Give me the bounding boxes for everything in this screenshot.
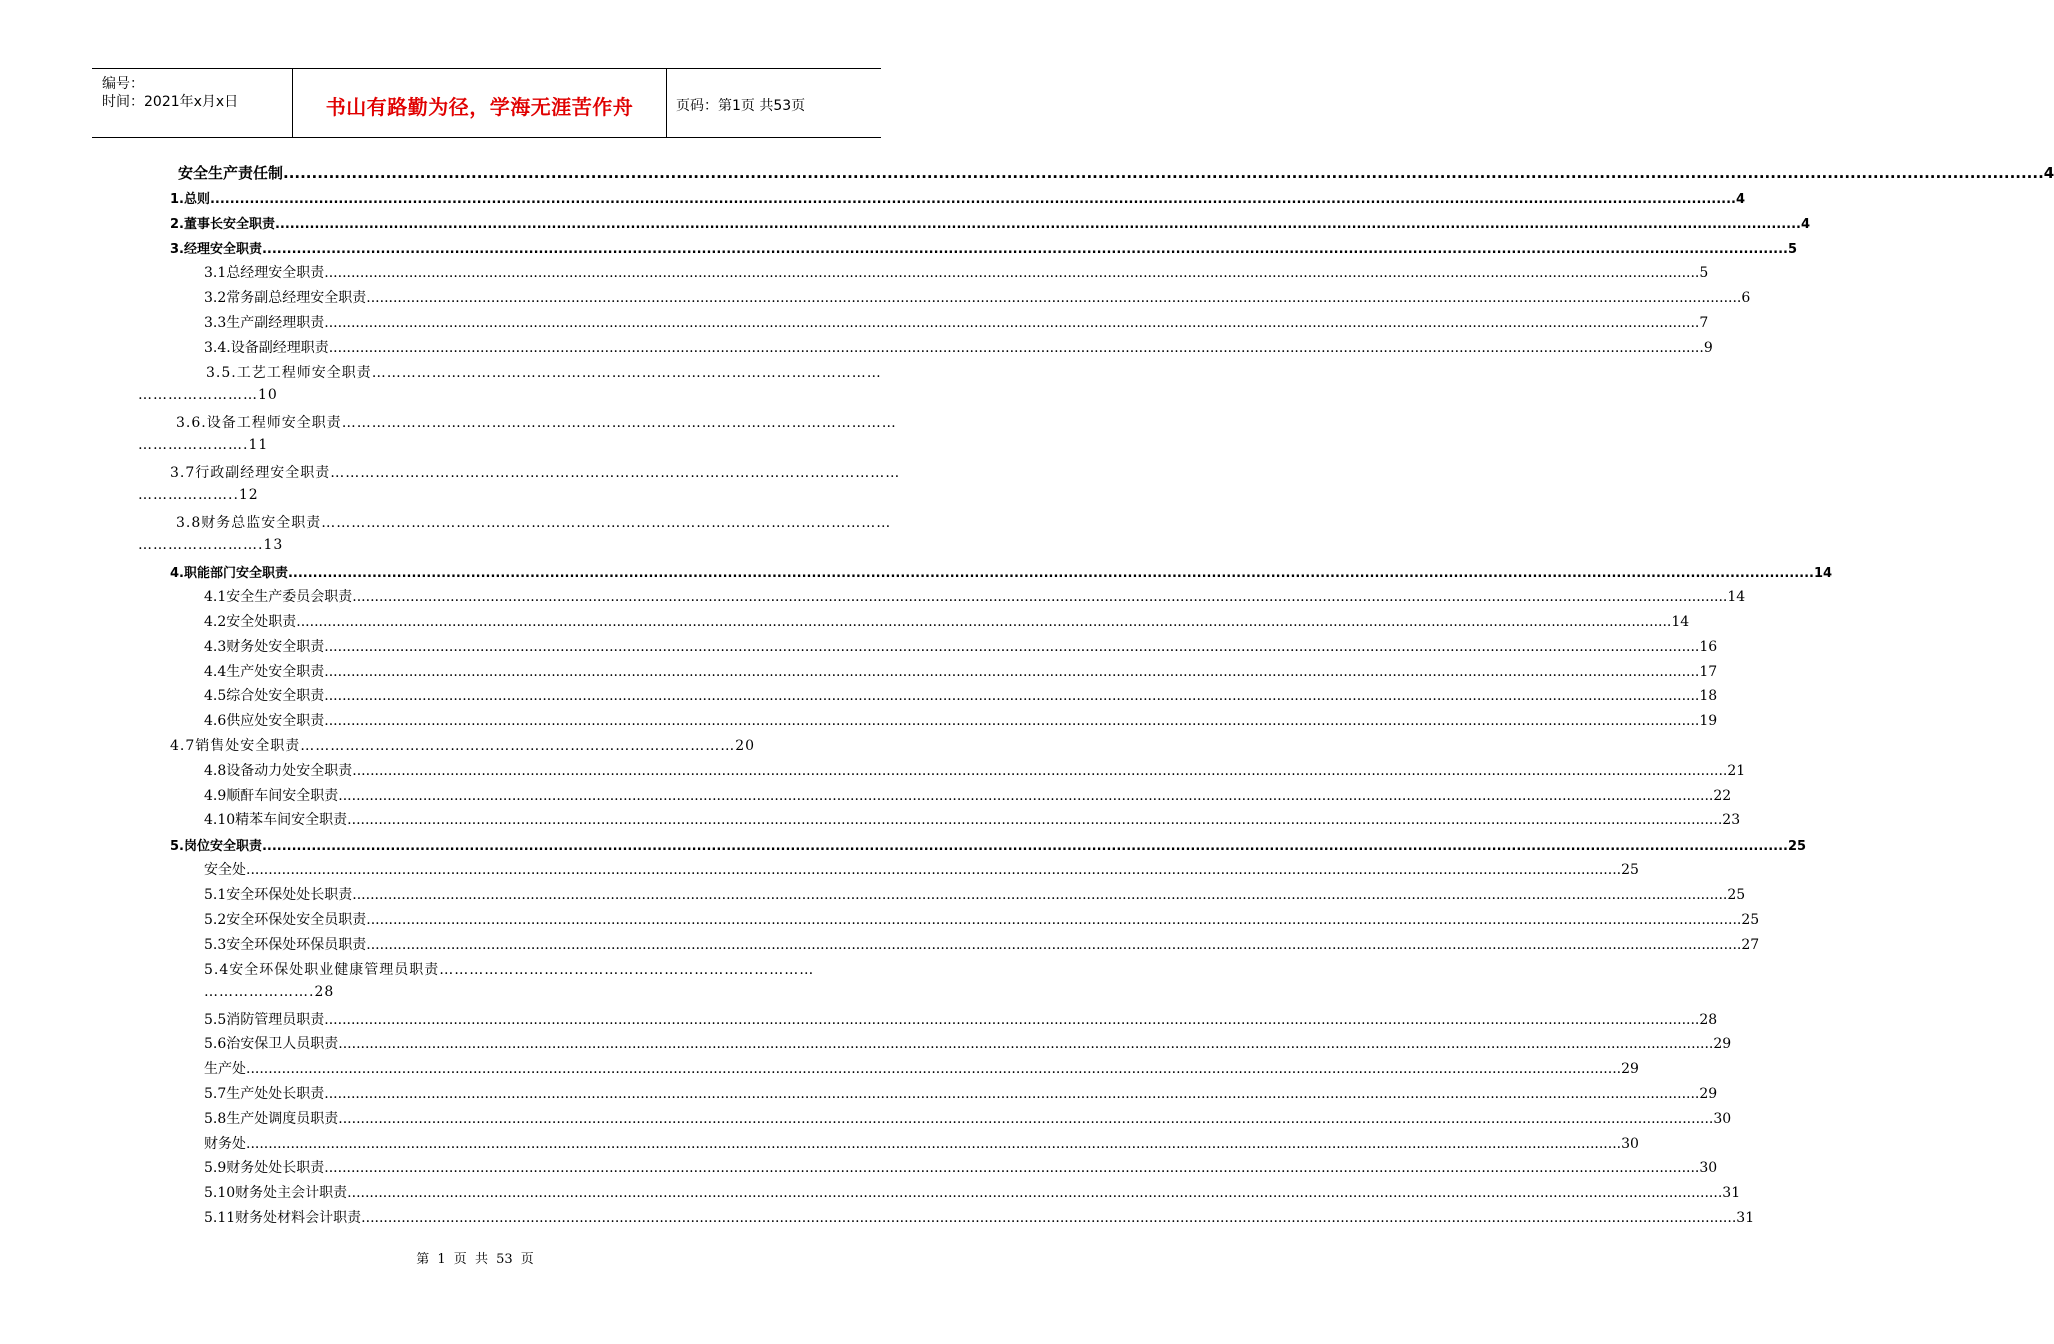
- toc-entry-page: 20: [735, 738, 756, 754]
- toc-entry-page: 4: [1800, 217, 1811, 232]
- toc-entry-page: 31: [1736, 1210, 1755, 1226]
- toc-entry-continued: [138, 537, 438, 553]
- toc-entry[interactable]: [204, 909, 1760, 929]
- toc-entry[interactable]: [204, 785, 1732, 805]
- footer-text: 页: [520, 1252, 534, 1267]
- footer-text: 共: [474, 1252, 488, 1267]
- toc-entry-page: .28: [309, 984, 335, 1000]
- toc-entry[interactable]: [204, 859, 1639, 879]
- toc-entry-page: 25: [1727, 887, 1746, 903]
- toc-entry-page: 21: [1727, 763, 1746, 779]
- toc-entry-title: 4.5综合处安全职责: [204, 688, 325, 704]
- toc-entry-title: 4.6供应处安全职责: [204, 713, 325, 729]
- toc-entry-title: 4.3财务处安全职责: [204, 639, 325, 655]
- toc-entry[interactable]: [170, 462, 901, 482]
- toc-entry-title: 3.4.设备副经理职责: [204, 340, 329, 356]
- toc-entry[interactable]: [178, 162, 2054, 183]
- toc-entry-page: 28: [1699, 1012, 1718, 1028]
- toc-entry-title: 1.总则: [170, 192, 210, 207]
- toc-entry[interactable]: [204, 1108, 1732, 1128]
- toc-entry[interactable]: [204, 934, 1760, 954]
- toc-entry-page: 25: [1741, 912, 1760, 928]
- toc-leader: [324, 1160, 1699, 1176]
- toc-entry-page: 14: [1727, 589, 1746, 605]
- toc-entry-page: 17: [1699, 664, 1718, 680]
- toc-entry-page: 19: [1699, 713, 1718, 729]
- toc-entry[interactable]: [204, 1033, 1732, 1053]
- toc-leader: ……………………………………………………………………………: [300, 738, 736, 754]
- toc-entry[interactable]: [176, 412, 897, 432]
- toc-entry-page: 25: [1621, 862, 1639, 878]
- toc-entry-title: 3.2常务副总经理安全职责: [204, 290, 367, 306]
- toc-leader: [283, 164, 2044, 182]
- toc-entry-title: 生产处: [204, 1061, 246, 1077]
- motto: 书山有路勤为径，学海无涯苦作舟: [325, 95, 634, 119]
- toc-entry-page: ..12: [228, 487, 259, 503]
- toc-leader: [352, 589, 1727, 605]
- code-label: 编号：: [102, 76, 144, 92]
- toc-entry[interactable]: [170, 238, 1798, 257]
- toc-entry-page: 9: [1703, 340, 1713, 356]
- toc-entry-page: .13: [258, 537, 284, 553]
- toc-leader: [347, 1185, 1722, 1201]
- toc-entry-page: 31: [1722, 1185, 1741, 1201]
- toc-entry-title: 4.9顺酐车间安全职责: [204, 788, 339, 804]
- toc-leader: [262, 242, 1788, 257]
- toc-leader: [338, 788, 1713, 804]
- toc-entry-title: 4.7销售处安全职责: [170, 738, 301, 754]
- toc-entry-page: 5: [1787, 242, 1798, 257]
- toc-entry[interactable]: [170, 835, 1807, 854]
- toc-leader: [246, 1136, 1621, 1152]
- toc-entry-page: 4: [2043, 164, 2054, 182]
- toc-entry-title: 5.5消防管理员职责: [204, 1012, 325, 1028]
- toc-leader: [366, 290, 1741, 306]
- toc-leader: [352, 887, 1727, 903]
- toc-leader: [262, 839, 1788, 854]
- toc-entry[interactable]: [204, 809, 1741, 829]
- toc-entry-title: 3.8财务总监安全职责: [176, 515, 322, 531]
- toc-entry-title: 3.6.设备工程师安全职责: [176, 415, 342, 431]
- toc-leader: ……………………: [138, 537, 258, 553]
- toc-leader: ……………………: [138, 387, 258, 403]
- toc-leader: …………………: [204, 984, 309, 1000]
- toc-leader: …………………………………………………………………………………………………: [341, 415, 897, 431]
- toc-entry-page: 5: [1699, 265, 1709, 281]
- toc-leader: …………………………………………………………………………………………: [371, 365, 882, 381]
- page-footer: [0, 1248, 950, 1267]
- toc-leader: [338, 1036, 1713, 1052]
- toc-leader: [338, 1111, 1713, 1127]
- toc-entry[interactable]: [204, 636, 1718, 656]
- toc-entry-title: 5.8生产处调度员职责: [204, 1111, 339, 1127]
- toc-entry-continued: [138, 487, 438, 503]
- toc-leader: …………………: [138, 437, 243, 453]
- toc-entry-title: 4.职能部门安全职责: [170, 566, 288, 581]
- toc-entry-page: 30: [1699, 1160, 1718, 1176]
- toc-leader: ………………: [138, 487, 228, 503]
- toc-entry[interactable]: [204, 685, 1718, 705]
- toc-leader: [324, 688, 1699, 704]
- toc-entry-title: 5.7生产处处长职责: [204, 1086, 325, 1102]
- toc-entry-title: 财务处: [204, 1136, 246, 1152]
- toc-entry-page: 7: [1699, 315, 1709, 331]
- toc-entry[interactable]: [204, 710, 1718, 730]
- toc-entry-title: 4.8设备动力处安全职责: [204, 763, 353, 779]
- toc-entry-title: 2.董事长安全职责: [170, 217, 275, 232]
- toc-leader: [324, 713, 1699, 729]
- toc-leader: [324, 265, 1699, 281]
- footer-text: 页: [453, 1252, 467, 1267]
- toc-entry[interactable]: [204, 1182, 1741, 1202]
- time-label: 时间：2021年x月x日: [102, 94, 239, 110]
- toc-entry[interactable]: [204, 312, 1709, 332]
- toc-leader: [324, 1012, 1699, 1028]
- toc-entry[interactable]: [204, 959, 836, 979]
- toc-entry-title: 3.经理安全职责: [170, 242, 262, 257]
- toc-entry-continued: [204, 984, 504, 1000]
- toc-entry-title: 4.2安全处职责: [204, 614, 297, 630]
- toc-entry-title: 3.5.工艺工程师安全职责: [206, 365, 372, 381]
- toc-entry-title: 5.11财务处材料会计职责: [204, 1210, 362, 1226]
- toc-entry[interactable]: [204, 262, 1709, 282]
- toc-entry[interactable]: [176, 512, 892, 532]
- toc-leader: [324, 1086, 1699, 1102]
- toc-entry-page: 10: [258, 387, 278, 403]
- toc-entry-continued: [138, 387, 438, 403]
- toc-entry[interactable]: [204, 1157, 1718, 1177]
- toc-entry-page: 16: [1699, 639, 1718, 655]
- toc-leader: [324, 639, 1699, 655]
- toc-leader: [361, 1210, 1736, 1226]
- toc-entry-title: 5.3安全环保处环保员职责: [204, 937, 367, 953]
- toc-entry-title: 5.9财务处处长职责: [204, 1160, 325, 1176]
- toc-leader: [210, 192, 1736, 207]
- toc-entry-title: 5.1安全环保处处长职责: [204, 887, 353, 903]
- toc-leader: …………………………………………………………………: [439, 962, 815, 978]
- footer-page-number: 1: [437, 1252, 446, 1267]
- toc-entry-page: 4: [1735, 192, 1746, 207]
- toc-entry-page: 23: [1722, 812, 1741, 828]
- toc-leader: [366, 937, 1741, 953]
- footer-text: 第: [416, 1252, 430, 1267]
- toc-entry-title: 3.3生产副经理职责: [204, 315, 325, 331]
- toc-leader: [275, 217, 1801, 232]
- toc-leader: [246, 1061, 1621, 1077]
- toc-leader: [324, 664, 1699, 680]
- toc-entry[interactable]: [204, 1058, 1639, 1078]
- toc-entry[interactable]: [170, 735, 810, 755]
- toc-entry-page: 29: [1621, 1061, 1639, 1077]
- toc-entry-title: 3.1总经理安全职责: [204, 265, 325, 281]
- toc-leader: [288, 566, 1814, 581]
- footer-total-pages: 53: [496, 1252, 513, 1267]
- toc-leader: ……………………………………………………………………………………………………: [330, 465, 901, 481]
- toc-entry[interactable]: [204, 337, 1713, 357]
- toc-entry-page: 30: [1621, 1136, 1639, 1152]
- toc-entry[interactable]: [204, 884, 1746, 904]
- toc-entry[interactable]: [204, 760, 1746, 780]
- toc-entry[interactable]: [204, 586, 1746, 606]
- toc-entry-title: 5.4安全环保处职业健康管理员职责: [204, 962, 440, 978]
- toc-entry-page: 14: [1813, 566, 1833, 581]
- toc-leader: [366, 912, 1741, 928]
- toc-entry[interactable]: [204, 1009, 1718, 1029]
- toc-entry[interactable]: [170, 188, 1746, 207]
- toc-entry[interactable]: [204, 1083, 1718, 1103]
- toc-entry-page: 30: [1713, 1111, 1732, 1127]
- toc-entry-page: 29: [1713, 1036, 1732, 1052]
- toc-leader: [347, 812, 1722, 828]
- toc-leader: [352, 763, 1727, 779]
- toc-entry[interactable]: [204, 661, 1718, 681]
- toc-entry-title: 5.岗位安全职责: [170, 839, 262, 854]
- toc-entry[interactable]: [204, 287, 1751, 307]
- toc-entry-continued: [138, 437, 438, 453]
- toc-entry-page: 29: [1699, 1086, 1718, 1102]
- toc-leader: [324, 315, 1699, 331]
- toc-entry-page: 22: [1713, 788, 1732, 804]
- toc-entry-title: 4.1安全生产委员会职责: [204, 589, 353, 605]
- toc-entry-page: .11: [243, 437, 269, 453]
- toc-entry[interactable]: [170, 562, 1833, 581]
- toc-entry[interactable]: [204, 1207, 1755, 1227]
- toc-entry-page: 18: [1699, 688, 1718, 704]
- toc-leader: [329, 340, 1704, 356]
- toc-entry-page: 25: [1787, 839, 1807, 854]
- toc-entry-title: 安全生产责任制: [178, 164, 284, 182]
- toc-entry[interactable]: [170, 213, 1811, 232]
- toc-entry-title: 3.7行政副经理安全职责: [170, 465, 331, 481]
- toc-entry-page: 14: [1671, 614, 1690, 630]
- toc-leader: [246, 862, 1621, 878]
- toc-leader: [296, 614, 1671, 630]
- toc-entry-title: 4.10精苯车间安全职责: [204, 812, 348, 828]
- toc-entry-title: 4.4生产处安全职责: [204, 664, 325, 680]
- toc-entry[interactable]: [206, 362, 882, 382]
- toc-leader: ……………………………………………………………………………………………………: [321, 515, 892, 531]
- toc-entry[interactable]: [204, 1133, 1639, 1153]
- toc-entry-page: 6: [1741, 290, 1751, 306]
- toc-entry-title: 5.2安全环保处安全员职责: [204, 912, 367, 928]
- page-info: 页码：第1页 共53页: [676, 98, 806, 114]
- toc-entry[interactable]: [204, 611, 1690, 631]
- toc-entry-title: 5.10财务处主会计职责: [204, 1185, 348, 1201]
- toc-entry-page: 27: [1741, 937, 1760, 953]
- toc-entry-title: 安全处: [204, 862, 246, 878]
- toc-entry-title: 5.6治安保卫人员职责: [204, 1036, 339, 1052]
